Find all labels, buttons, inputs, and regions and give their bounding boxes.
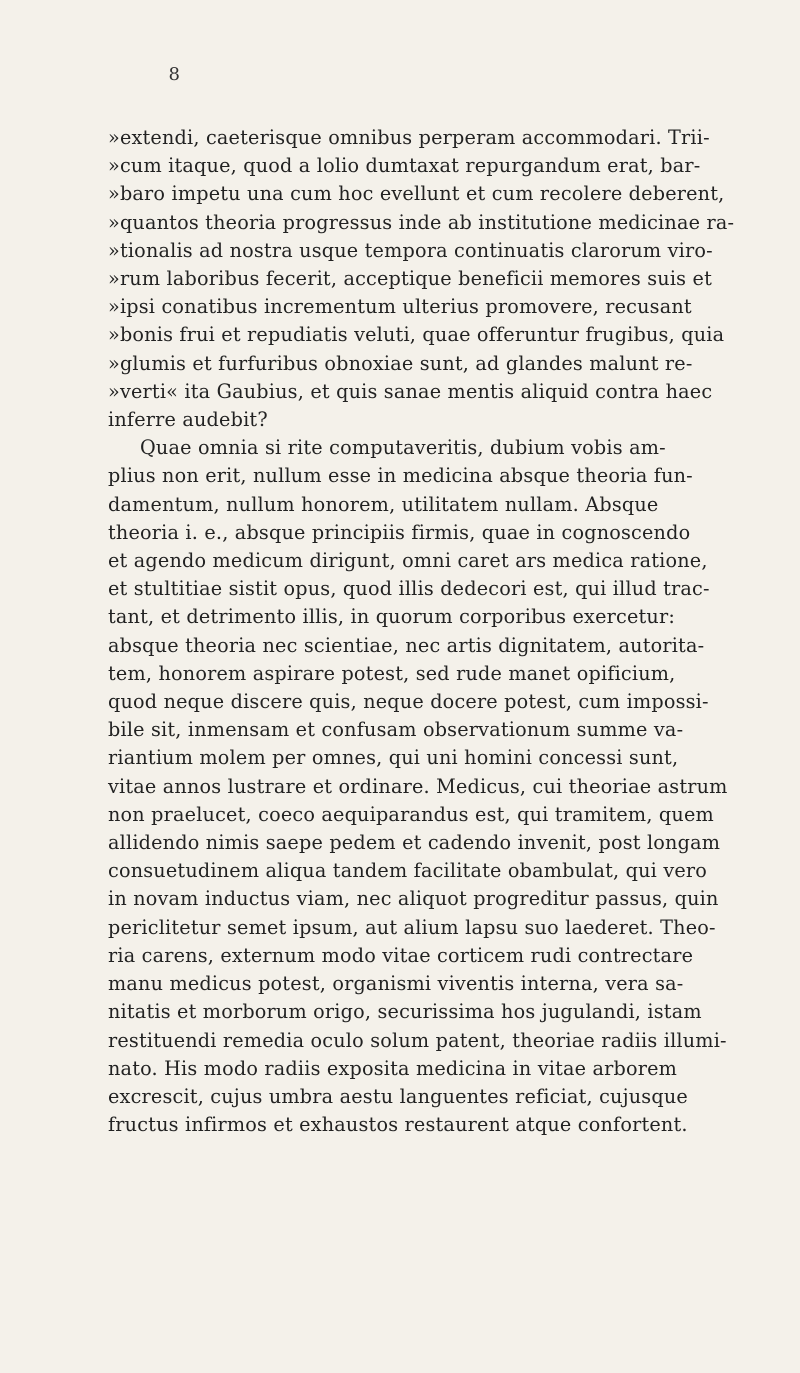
text-line: »ipsi conatibus incrementum ulterius promovere, recusant bbox=[108, 295, 692, 319]
text-line: »bonis frui et repudiatis veluti, quae offeruntur frugibus, quia bbox=[108, 323, 725, 347]
text-line: in novam inductus viam, nec aliquot progreditur passus, quin bbox=[108, 887, 719, 911]
text-line: »cum itaque, quod a lolio dumtaxat repurgandum erat, bar- bbox=[108, 154, 701, 178]
text-line: fructus infirmos et exhaustos restaurent atque confortent. bbox=[108, 1113, 688, 1137]
text-line: bile sit, inmensam et confusam observationum summe va- bbox=[108, 718, 684, 742]
text-line: vitae annos lustrare et ordinare. Medicus, cui theoriae astrum bbox=[108, 774, 728, 798]
text-line: Quae omnia si rite computaveritis, dubium vobis am- bbox=[140, 436, 666, 460]
text-line: absque theoria nec scientiae, nec artis dignitatem, autorita- bbox=[108, 633, 705, 657]
text-line: plius non erit, nullum esse in medicina absque theoria fun- bbox=[108, 464, 693, 488]
text-line: excrescit, cujus umbra aestu languentes reficiat, cujusque bbox=[108, 1084, 688, 1108]
text-line: tem, honorem aspirare potest, sed rude manet opificium, bbox=[108, 661, 676, 685]
text-line: nato. His modo radiis exposita medicina in vitae arborem bbox=[108, 1056, 678, 1080]
text-line: et stultitiae sistit opus, quod illis dedecori est, qui illud trac- bbox=[108, 577, 710, 601]
text-line: theoria i. e., absque principiis firmis, quae in cognoscendo bbox=[108, 520, 691, 544]
text-line: »extendi, caeterisque omnibus perperam accommodari. Trii- bbox=[108, 126, 710, 149]
text-line: restituendi remedia oculo solum patent, theoriae radiis illumi- bbox=[108, 1028, 727, 1052]
text-line: ria carens, externum modo vitae corticem rudi contrectare bbox=[108, 943, 694, 967]
text-line: non praelucet, coeco aequiparandus est, qui tramitem, quem bbox=[108, 802, 714, 826]
text-line: damentum, nullum honorem, utilitatem nullam. Absque bbox=[108, 492, 659, 516]
text-line: inferre audebit? bbox=[108, 408, 268, 432]
body-text bbox=[108, 124, 768, 1139]
text-line: riantium molem per omnes, qui uni homini concessi sunt, bbox=[108, 746, 679, 770]
text-line: allidendo nimis saepe pedem et cadendo invenit, post longam bbox=[108, 831, 721, 855]
text-line: »glumis et furfuribus obnoxiae sunt, ad glandes malunt re- bbox=[108, 351, 693, 375]
page-number: 8 bbox=[168, 64, 180, 85]
text-line: quod neque discere quis, neque docere potest, cum impossi- bbox=[108, 690, 709, 714]
text-line: et agendo medicum dirigunt, omni caret ars medica ratione, bbox=[108, 549, 708, 573]
text-line: consuetudinem aliqua tandem facilitate obambulat, qui vero bbox=[108, 859, 708, 883]
text-line: periclitetur semet ipsum, aut alium lapsu suo laederet. Theo- bbox=[108, 915, 716, 939]
text-line: »verti« ita Gaubius, et quis sanae mentis aliquid contra haec bbox=[108, 379, 713, 403]
text-line: tant, et detrimento illis, in quorum corporibus exercetur: bbox=[108, 605, 676, 629]
paragraph-1 bbox=[108, 124, 768, 434]
text-line: nitatis et morborum origo, securissima hos jugulandi, istam bbox=[108, 1000, 702, 1024]
text-line: manu medicus potest, organismi viventis interna, vera sa- bbox=[108, 972, 684, 996]
text-line: »tionalis ad nostra usque tempora continuatis clarorum viro- bbox=[108, 238, 713, 262]
text-line: »quantos theoria progressus inde ab institutione medicinae ra- bbox=[108, 210, 735, 234]
text-line: »rum laboribus fecerit, acceptique beneficii memores suis et bbox=[108, 267, 712, 291]
text-line: »baro impetu una cum hoc evellunt et cum recolere deberent, bbox=[108, 182, 725, 206]
paragraph-2 bbox=[108, 434, 768, 1139]
